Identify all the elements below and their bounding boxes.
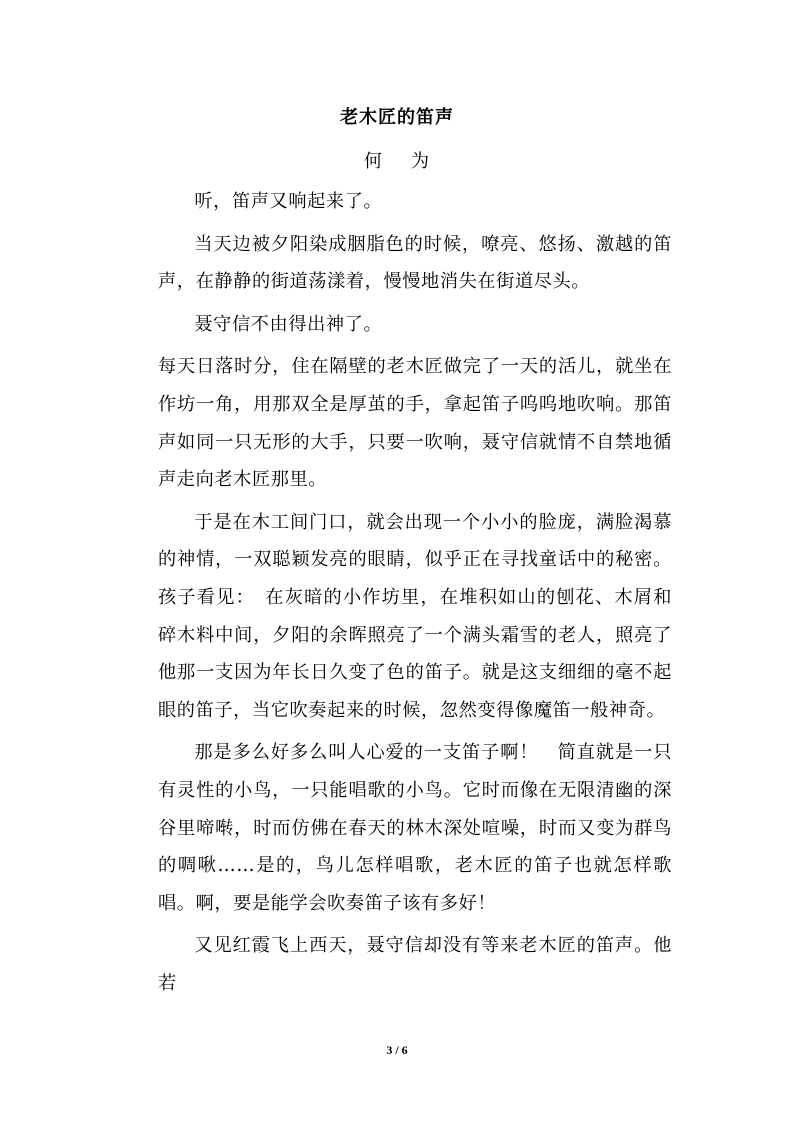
author-line [0,147,794,173]
paragraph-3: 聂守信不由得出神了。 [194,313,383,335]
article-title: 老木匠的笛声 [340,107,454,128]
author-surname: 何 [364,151,383,172]
paragraph-5: 于是在木工间门口，就会出现一个小小的脸庞，满脸渴慕的神情，一双聪颖发亮的眼睛，似乎正在寻找童话中的秘密。孩子看见： 在灰暗的小作坊里，在堆积如山的刨花、木屑和碎木料中间，夕阳的余晖照亮了一个满头霜雪的老人，照亮了他那一支因为年长日久变了色的笛子。就是这支细细的毫不起眼的笛子，当它吹奏起来的时候，忽然变得像魔笛一般神奇。 [158,511,672,721]
paragraph-2: 当天边被夕阳染成胭脂色的时候，嘹亮、悠扬、激越的笛声，在静静的街道荡漾着，慢慢地消失在街道尽头。 [158,233,672,293]
paragraph-7: 又见红霞飞上西天，聂守信却没有等来老木匠的笛声。他若 [158,935,672,994]
author-given-name: 为 [411,151,430,172]
article-body [158,183,672,1002]
paragraph-1: 听，笛声又响起来了。 [194,191,383,212]
paragraph-6: 那是多么好多么叫人心爱的一支笛子啊！ 简直就是一只有灵性的小鸟，一只能唱歌的小鸟。它时而像在无限清幽的深谷里啼啭，时而仿佛在春天的林木深处喧噪，时而又变为群鸟的啁啾……是的，鸟儿怎样唱歌，老木匠的笛子也就怎样歌唱。啊，要是能学会吹奏笛子该有多好！ [158,742,672,914]
paragraph-4: 每天日落时分，住在隔壁的老木匠做完了一天的活儿，就坐在作坊一角，用那双全是厚茧的手，拿起笛子呜呜地吹响。那笛声如同一只无形的大手，只要一吹响，聂守信就情不自禁地循声走向老木匠那里。 [158,356,672,491]
page-number: 3 / 6 [386,1043,408,1057]
